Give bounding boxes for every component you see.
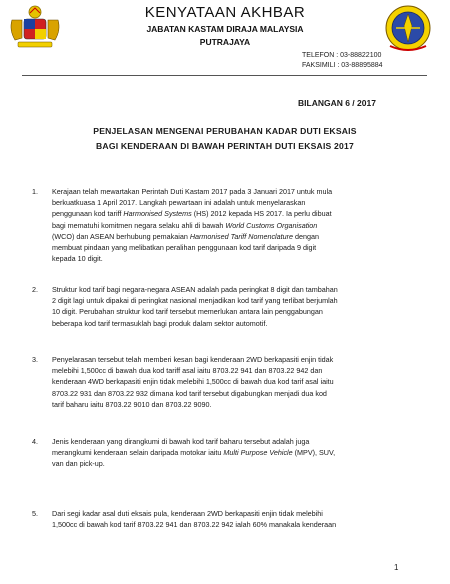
paragraph-line: 2 digit lagi untuk dipakai di peringkat nasional menjadikan kod tarif yang terlibat berjumlah xyxy=(52,296,338,306)
paragraph-body xyxy=(52,354,434,410)
paragraph-body xyxy=(52,186,434,264)
paragraph-line: beberapa kod tarif termasuklah bagi produk dalam sektor automotif. xyxy=(52,318,268,328)
paragraph-line: Struktur kod tarif bagi negara-negara ASEAN adalah pada peringkat 8 digit dan tambahan xyxy=(52,285,338,294)
paragraph-line: Kerajaan telah mewartakan Perintah Duti Kastam 2017 pada 3 Januari 2017 untuk mula xyxy=(52,187,333,196)
paragraph-number: 4. xyxy=(32,437,38,446)
paragraph-line: penggunaan kod tariff Harmonised Systems (HS) 2012 kepada HS 2017. Ia perlu dibuat xyxy=(52,209,332,219)
paragraph-line: merangkumi kenderaan selain daripada motokar iaitu Multi Purpose Vehicle (MPV), SUV, xyxy=(52,448,336,458)
page-number: 1 xyxy=(394,563,399,572)
paragraph-body xyxy=(52,508,434,530)
telephone-number: TELEFON : 03-88822100 xyxy=(302,52,382,59)
paragraph-body xyxy=(52,284,434,329)
city-name: PUTRAJAYA xyxy=(199,37,251,47)
paragraph-line: 1,500cc di bawah kod tarif 8703.22 941 dan 8703.22 942 ialah 60% manakala kenderaan xyxy=(52,520,337,530)
press-release-title: KENYATAAN AKHBAR xyxy=(144,4,306,21)
paragraph-line: Penyelarasan tersebut telah memberi kesan bagi kenderaan 2WD berkapasiti enjin tidak xyxy=(52,355,334,364)
paragraph-number: 5. xyxy=(32,509,38,518)
paragraph-line: Jenis kenderaan yang dirangkumi di bawah kod tarif baharu tersebut adalah juga xyxy=(52,437,310,446)
customs-crest-icon xyxy=(378,2,438,54)
subject-heading-line-2: BAGI KENDERAAN DI BAWAH PERINTAH DUTI EKSAIS 2017 xyxy=(96,141,354,151)
fax-number: FAKSIMILI : 03-88895884 xyxy=(302,62,383,69)
paragraph-line: kepada 10 digit. xyxy=(52,254,103,264)
header-divider xyxy=(22,75,427,76)
paragraph-line: van dan pick-up. xyxy=(52,459,105,469)
paragraph-line: bagi mematuhi komitmen negara selaku ahli di bawah World Customs Organisation xyxy=(52,220,318,230)
paragraph-line: kenderaan 4WD berkapasiti enjin tidak melebihi 1,500cc di bawah dua kod tarif asal iaitu xyxy=(52,377,334,387)
paragraph-line: 10 digit. Perubahan struktur kod tarif tersebut memerlukan antara lain penggabungan xyxy=(52,307,323,317)
paragraph-line: membuat pindaan yang melibatkan peralihan penggunaan kod tarif daripada 9 digit xyxy=(52,243,317,253)
paragraph-line: berkuatkuasa 1 April 2017. Langkah pewartaan ini adalah untuk menyelaraskan xyxy=(52,198,306,208)
reference-number: BILANGAN 6 / 2017 xyxy=(298,98,376,108)
paragraph-line: 8703.22 931 dan 8703.22 932 dimana kod tarif tersebut digabungkan menjadi dua kod xyxy=(52,388,327,398)
subject-heading-line-1: PENJELASAN MENGENAI PERUBAHAN KADAR DUTI EKSAIS xyxy=(93,126,357,136)
department-name: JABATAN KASTAM DIRAJA MALAYSIA xyxy=(146,24,304,34)
paragraph-line: (WCO) dan ASEAN berhubung pemakaian Harmonised Tariff Nomenclature dengan xyxy=(52,231,320,241)
paragraph-line: tarif baharu iaitu 8703.22 9010 dan 8703.22 9090. xyxy=(52,399,212,409)
paragraph-number: 1. xyxy=(32,187,38,196)
paragraph-body xyxy=(52,436,434,470)
paragraph-number: 3. xyxy=(32,355,38,364)
paragraph-number: 2. xyxy=(32,285,38,294)
paragraph-line: melebihi 1,500cc di bawah dua kod tariff asal iaitu 8703.22 941 dan 8703.22 942 dan xyxy=(52,366,323,376)
paragraph-line: Dari segi kadar asal duti eksais pula, kenderaan 2WD berkapasiti enjin tidak melebihi xyxy=(52,509,323,518)
